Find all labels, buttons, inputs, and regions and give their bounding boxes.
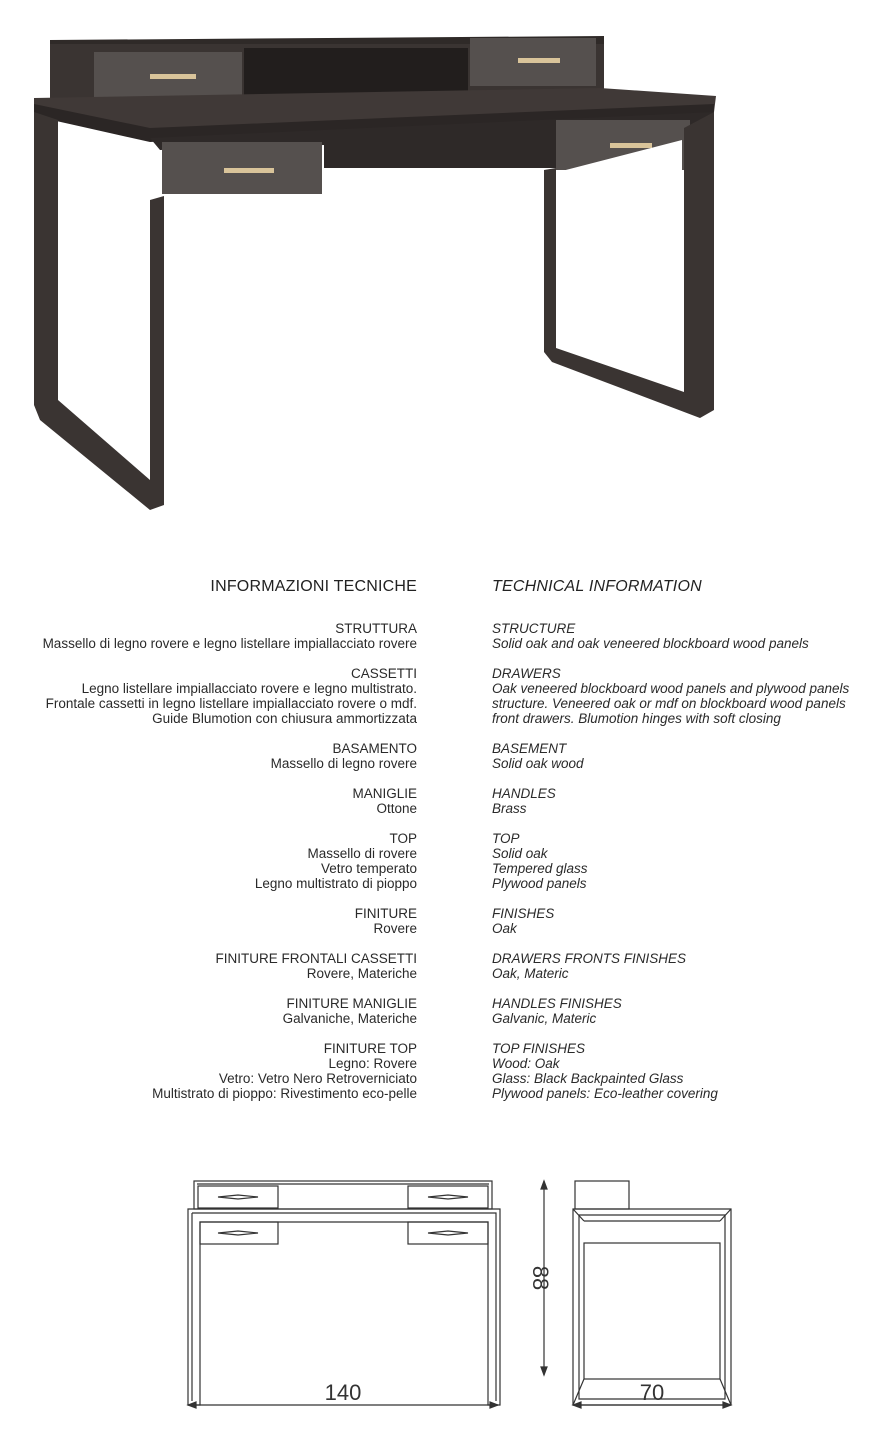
spec-title: DRAWERS FRONTS FINISHES [492, 951, 687, 966]
side-hutch [575, 1181, 629, 1209]
front-handle [428, 1195, 468, 1199]
front-frame-outer [188, 1209, 500, 1405]
spec-title: DRAWERS [492, 666, 561, 681]
spec-line: Oak veneered blockboard wood panels and plywood panels [492, 681, 850, 696]
spec-title: HANDLES [492, 786, 556, 801]
spec-it-finishes [0, 906, 417, 936]
spec-line: Rovere [373, 921, 417, 936]
spec-it-drawers [0, 666, 417, 726]
leg-frame-right-inner [558, 140, 682, 388]
spec-line: Legno listellare impiallacciato rovere e legno multistrato. [81, 681, 417, 696]
spec-line: Rovere, Materiche [306, 966, 417, 981]
spec-line: Frontale cassetti in legno listellare impiallacciato rovere o mdf. [45, 696, 417, 711]
spec-line: Wood: Oak [492, 1056, 560, 1071]
spec-line: Glass: Black Backpainted Glass [492, 1071, 684, 1086]
spec-line: front drawers. Blumotion hinges with soft closing [492, 711, 781, 726]
spec-it-top [0, 831, 417, 891]
spec-line: Legno: Rovere [328, 1056, 417, 1071]
spec-title: TOP FINISHES [492, 1041, 586, 1056]
brass-handle [224, 168, 274, 173]
spec-en-handles [492, 786, 887, 816]
front-hutch-drawer-right [408, 1186, 488, 1208]
spec-title: FINITURE TOP [323, 1041, 417, 1056]
height-dimension-label: 88 [528, 1265, 553, 1291]
spec-en-handle-finishes [492, 996, 887, 1026]
spec-it-base [0, 741, 417, 771]
arrow-down-icon [541, 1367, 547, 1375]
spec-en-structure [492, 621, 887, 651]
spec-title: FINISHES [492, 906, 555, 921]
spec-it-top-finishes [0, 1041, 417, 1101]
spec-line: Solid oak wood [492, 756, 584, 771]
spec-line: Vetro temperato [320, 861, 417, 876]
spec-en-finishes [492, 906, 887, 936]
technical-drawings [0, 1160, 891, 1430]
width-dimension-label: 140 [324, 1380, 362, 1405]
spec-line: Galvanic, Materic [492, 1011, 597, 1026]
depth-dimension-label: 70 [639, 1380, 665, 1405]
spec-title: FINITURE FRONTALI CASSETTI [215, 951, 417, 966]
side-frame-outer [573, 1209, 731, 1405]
spec-line: Massello di legno rovere e legno listellare impiallacciato rovere [42, 636, 417, 651]
spec-line: Plywood panels [492, 876, 587, 891]
front-hutch-drawer-left [198, 1186, 278, 1208]
front-drawer-left [200, 1222, 278, 1244]
spec-line: Oak [492, 921, 517, 936]
heading-it: INFORMAZIONI TECNICHE [210, 578, 417, 595]
spec-title: CASSETTI [350, 666, 417, 681]
spec-line: Vetro: Vetro Nero Retroverniciato [218, 1071, 417, 1086]
spec-line: Ottone [376, 801, 417, 816]
heading-en: TECHNICAL INFORMATION [492, 578, 702, 595]
spec-line: Brass [492, 801, 527, 816]
desk-product-image [0, 0, 891, 520]
spec-en-drawers [492, 666, 887, 726]
spec-line: Guide Blumotion con chiusura ammortizzata [152, 711, 417, 726]
spec-line: structure. Veneered oak or mdf on blockboard wood panels [492, 696, 846, 711]
side-frame-opening [584, 1243, 720, 1379]
arrow-left-icon [188, 1402, 196, 1408]
spec-it-handle-finishes [0, 996, 417, 1026]
side-view-drawing [573, 1181, 731, 1405]
spec-en-top-finishes [492, 1041, 887, 1101]
spec-en-drawer-fronts [492, 951, 887, 981]
spec-it-drawer-fronts [0, 951, 417, 981]
spec-title: STRUCTURE [492, 621, 576, 636]
spec-line: Solid oak [492, 846, 548, 861]
front-drawer-right [408, 1222, 488, 1244]
spec-title: MANIGLIE [352, 786, 417, 801]
spec-line: Tempered glass [492, 861, 588, 876]
front-frame-inner [192, 1213, 496, 1401]
brass-handle [610, 143, 652, 148]
arrow-up-icon [541, 1181, 547, 1189]
spec-line: Multistrato di pioppo: Rivestimento eco-pelle [152, 1086, 417, 1101]
spec-line: Legno multistrato di pioppo [254, 876, 417, 891]
hutch-open-compartment [244, 48, 468, 98]
spec-title: BASEMENT [492, 741, 567, 756]
front-handle [218, 1195, 258, 1199]
brass-handle [150, 74, 196, 79]
spec-title: HANDLES FINISHES [492, 996, 622, 1011]
front-view-drawing [188, 1181, 500, 1405]
spec-line: Massello di legno rovere [270, 756, 417, 771]
spec-en-top [492, 831, 887, 891]
front-handle [428, 1231, 468, 1235]
spec-it-handles [0, 786, 417, 816]
arrow-right-icon [490, 1402, 498, 1408]
spec-line: Massello di rovere [307, 846, 417, 861]
brass-handle [518, 58, 560, 63]
spec-title: TOP [389, 831, 417, 846]
spec-title: STRUTTURA [335, 621, 417, 636]
front-handle [218, 1231, 258, 1235]
spec-line: Solid oak and oak veneered blockboard wood panels [492, 636, 809, 651]
spec-title: TOP [492, 831, 520, 846]
spec-it-structure [0, 621, 417, 651]
spec-title: BASAMENTO [332, 741, 417, 756]
spec-title: FINITURE MANIGLIE [286, 996, 417, 1011]
spec-en-base [492, 741, 887, 771]
spec-line: Plywood panels: Eco-leather covering [492, 1086, 718, 1101]
spec-title: FINITURE [354, 906, 417, 921]
spec-line: Galvaniche, Materiche [282, 1011, 417, 1026]
spec-line: Oak, Materic [492, 966, 569, 981]
